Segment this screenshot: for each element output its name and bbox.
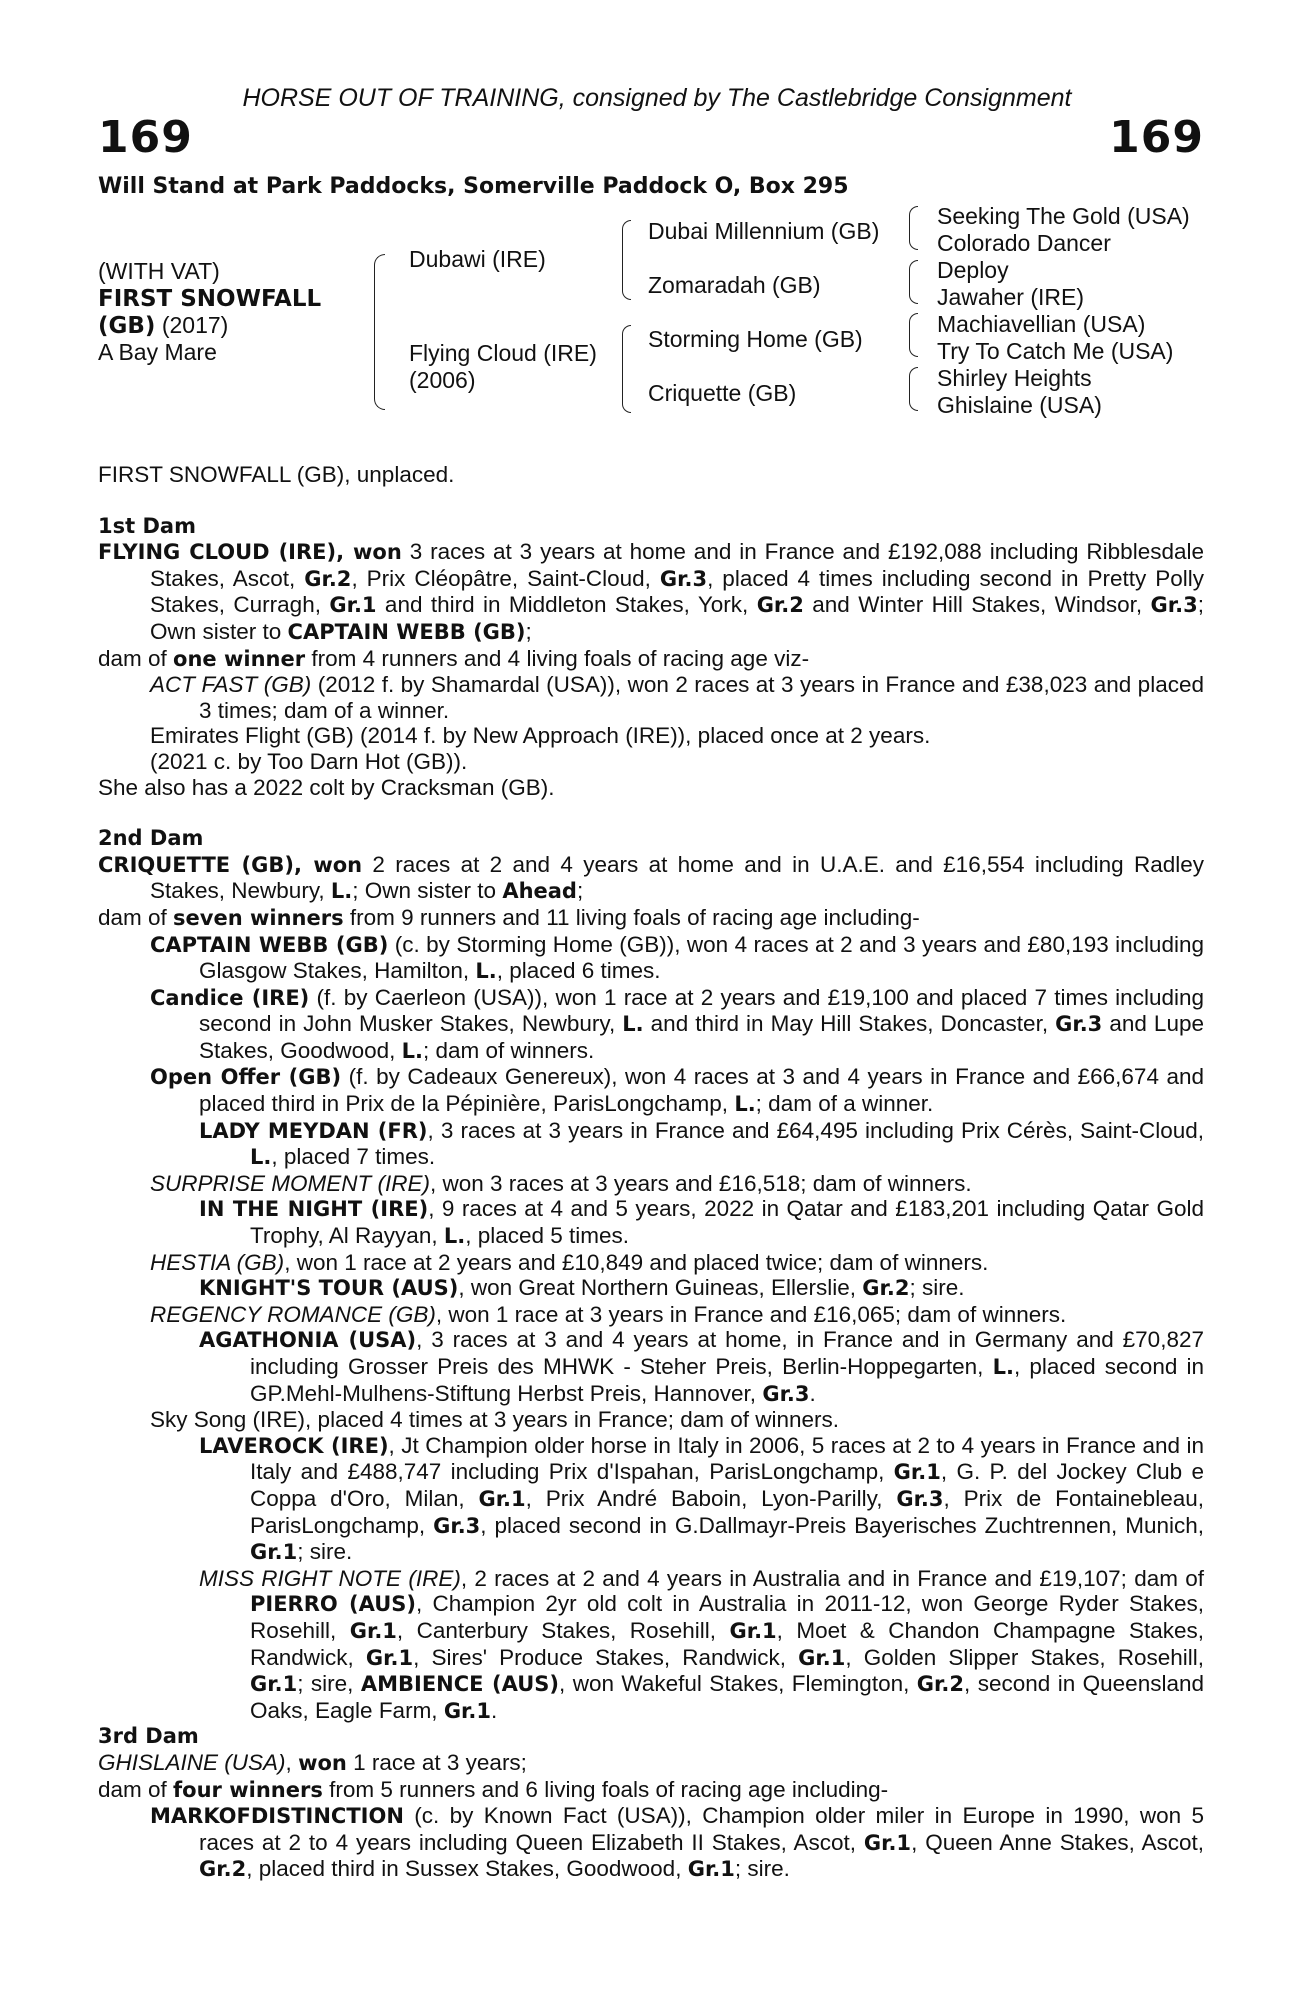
produce-agathonia: AGATHONIA (USA), 3 races at 3 and 4 years at home, in France and in Germany and £70,827 including Grosser Preis des MHWK - Steher Preis, Berlin-Hoppegarten, L., placed second in GP.Mehl-Mulhens-Stiftung Herbst Preis, Hannover, Gr.3. [199, 1327, 1205, 1406]
third-dam-produce: dam of four winners from 5 runners and 6 living foals of racing age including- [98, 1776, 889, 1802]
produce-open-offer: Open Offer (GB) (f. by Cadeaux Genereux), won 4 races at 3 and 4 years in France and £66,674 and placed third in Prix de la Pépinière, ParisLongchamp, L.; dam of a winner. [150, 1064, 1204, 1117]
granddam-2: Criquette (GB) [648, 380, 797, 406]
produce-emirates-flight: Emirates Flight (GB) (2014 f. by New Approach (IRE)), placed once at 2 years. [150, 723, 931, 749]
third-dam-entry: GHISLAINE (USA), won 1 race at 3 years; [98, 1749, 527, 1775]
ggs-2: Colorado Dancer [937, 230, 1111, 256]
produce-markofdistinction: MARKOFDISTINCTION (c. by Known Fact (USA)), Champion older miler in Europe in 1990, won 5 races at 2 to 4 years including Queen Elizabeth II Stakes, Ascot, Gr.1, Queen Anne Stakes, Ascot, Gr.2, placed third in Sussex Stakes, Goodwood, Gr.1; sire. [150, 1803, 1204, 1882]
consignment-header: HORSE OUT OF TRAINING, consigned by The Castlebridge Consignment [242, 84, 1072, 112]
ggs-4: Jawaher (IRE) [937, 284, 1084, 310]
lot-number-right: 169 [1109, 112, 1204, 163]
brace-parents [374, 254, 385, 410]
horse-name-text: FIRST SNOWFALL [98, 286, 322, 312]
produce-2021-colt: (2021 c. by Too Darn Hot (GB)). [150, 748, 468, 774]
produce-laverock: LAVEROCK (IRE), Jt Champion older horse in Italy in 2006, 5 races at 2 to 4 years in France and in Italy and £488,747 including Prix d'Ispahan, ParisLongchamp, Gr.1, G. P. del Jockey Club e Coppa d'Oro, Milan, Gr.1, Prix André Baboin, Lyon-Parilly, Gr.3, Prix de Fontainebleau, ParisLongchamp, Gr.3, placed second in G.Dallmayr-Preis Bayerisches Zuchtrennen, Munich, Gr.1; sire. [199, 1432, 1204, 1565]
stand-location: Will Stand at Park Paddocks, Somerville Paddock O, Box 295 [98, 174, 849, 199]
first-dam-entry: FLYING CLOUD (IRE), won 3 races at 3 years at home and in France and £192,088 including Ribblesdale Stakes, Ascot, Gr.2, Prix Cléopâtre, Saint-Cloud, Gr.3, placed 4 times including second in Pretty Polly Stakes, Curragh, Gr.1 and third in Middleton Stakes, York, Gr.2 and Winter Hill Stakes, Windsor, Gr.3; Own sister to CAPTAIN WEBB (GB); [98, 539, 1205, 644]
produce-2022-colt: She also has a 2022 colt by Cracksman (GB). [98, 774, 555, 800]
ggs-6: Try To Catch Me (USA) [937, 338, 1174, 364]
brace-ggs-2 [909, 260, 918, 304]
produce-in-the-night: IN THE NIGHT (IRE), 9 races at 4 and 5 years, 2022 in Qatar and £183,201 including Qatar Gold Trophy, Al Rayyan, L., placed 5 times. [199, 1196, 1204, 1249]
produce-knights-tour: KNIGHT'S TOUR (AUS), won Great Northern Guineas, Ellerslie, Gr.2; sire. [199, 1275, 965, 1301]
lot-number-left: 169 [98, 112, 193, 163]
second-dam-produce: dam of seven winners from 9 runners and 11 living foals of racing age including- [98, 904, 920, 930]
brace-ggs-4 [909, 367, 918, 411]
granddam-1: Zomaradah (GB) [648, 272, 821, 298]
race-summary: FIRST SNOWFALL (GB), unplaced. [98, 462, 455, 487]
third-dam-heading: 3rd Dam [98, 1724, 199, 1749]
brace-sire [622, 220, 631, 300]
produce-captain-webb: CAPTAIN WEBB (GB) (c. by Storming Home (GB)), won 4 races at 2 and 3 years and £80,193 including Glasgow Stakes, Hamilton, L., placed 6 times. [150, 931, 1204, 984]
produce-surprise-moment: SURPRISE MOMENT (IRE), won 3 races at 3 years and £16,518; dam of winners. [150, 1170, 972, 1196]
produce-miss-right-note: MISS RIGHT NOTE (IRE), 2 races at 2 and 4 years in Australia and in France and £19,107; dam of PIERRO (AUS), Champion 2yr old colt in Australia in 2011-12, won George Ryder Stakes, Rosehill, Gr.1, Canterbury Stakes, Rosehill, Gr.1, Moet & Chandon Champagne Stakes, Randwick, Gr.1, Sires' Produce Stakes, Randwick, Gr.1, Golden Slipper Stakes, Rosehill, Gr.1; sire, AMBIENCE (AUS), won Wakeful Stakes, Flemington, Gr.2, second in Queensland Oaks, Eagle Farm, Gr.1. [199, 1565, 1205, 1723]
grandsire-2: Storming Home (GB) [648, 326, 863, 352]
dam-year: (2006) [409, 367, 476, 393]
brace-ggs-3 [909, 313, 918, 357]
first-dam-heading: 1st Dam [98, 513, 196, 538]
grandsire-1: Dubai Millennium (GB) [648, 218, 880, 244]
produce-lady-meydan: LADY MEYDAN (FR), 3 races at 3 years in France and £64,495 including Prix Cérès, Saint-Cloud, L., placed 7 times. [199, 1117, 1204, 1170]
ggs-5: Machiavellian (USA) [937, 311, 1146, 337]
horse-country: (GB) [98, 313, 156, 339]
ggs-3: Deploy [937, 257, 1009, 283]
brace-ggs-1 [909, 206, 918, 250]
produce-candice: Candice (IRE) (f. by Caerleon (USA)), won 1 race at 2 years and £19,100 and placed 7 times including second in John Musker Stakes, Newbury, L. and third in May Hill Stakes, Doncaster, Gr.3 and Lupe Stakes, Goodwood, L.; dam of winners. [150, 984, 1204, 1063]
second-dam-heading: 2nd Dam [98, 826, 204, 851]
first-dam-produce: dam of one winner from 4 runners and 4 living foals of racing age viz- [98, 645, 810, 671]
dam: Flying Cloud (IRE) [409, 340, 597, 366]
ggs-8: Ghislaine (USA) [937, 392, 1102, 418]
ggs-1: Seeking The Gold (USA) [937, 203, 1190, 229]
horse-origin [98, 312, 228, 340]
produce-hestia: HESTIA (GB), won 1 race at 2 years and £10,849 and placed twice; dam of winners. [150, 1249, 989, 1275]
horse-description: A Bay Mare [98, 339, 217, 365]
horse-name [98, 285, 321, 313]
vat-note: (WITH VAT) [98, 258, 220, 284]
catalogue-text [98, 462, 1204, 1883]
ggs-7: Shirley Heights [937, 365, 1092, 391]
produce-regency-romance: REGENCY ROMANCE (GB), won 1 race at 3 years in France and £16,065; dam of winners. [150, 1301, 1067, 1327]
second-dam-entry: CRIQUETTE (GB), won 2 races at 2 and 4 years at home and in U.A.E. and £16,554 including Radley Stakes, Newbury, L.; Own sister to Ahead; [98, 851, 1204, 904]
horse-year: (2017) [155, 312, 229, 338]
sire: Dubawi (IRE) [409, 246, 546, 272]
produce-sky-song: Sky Song (IRE), placed 4 times at 3 years in France; dam of winners. [150, 1407, 840, 1433]
produce-act-fast: ACT FAST (GB) (2012 f. by Shamardal (USA)), won 2 races at 3 years in France and £38,023 and placed 3 times; dam of a winner. [150, 672, 1204, 723]
brace-dam [622, 325, 631, 413]
